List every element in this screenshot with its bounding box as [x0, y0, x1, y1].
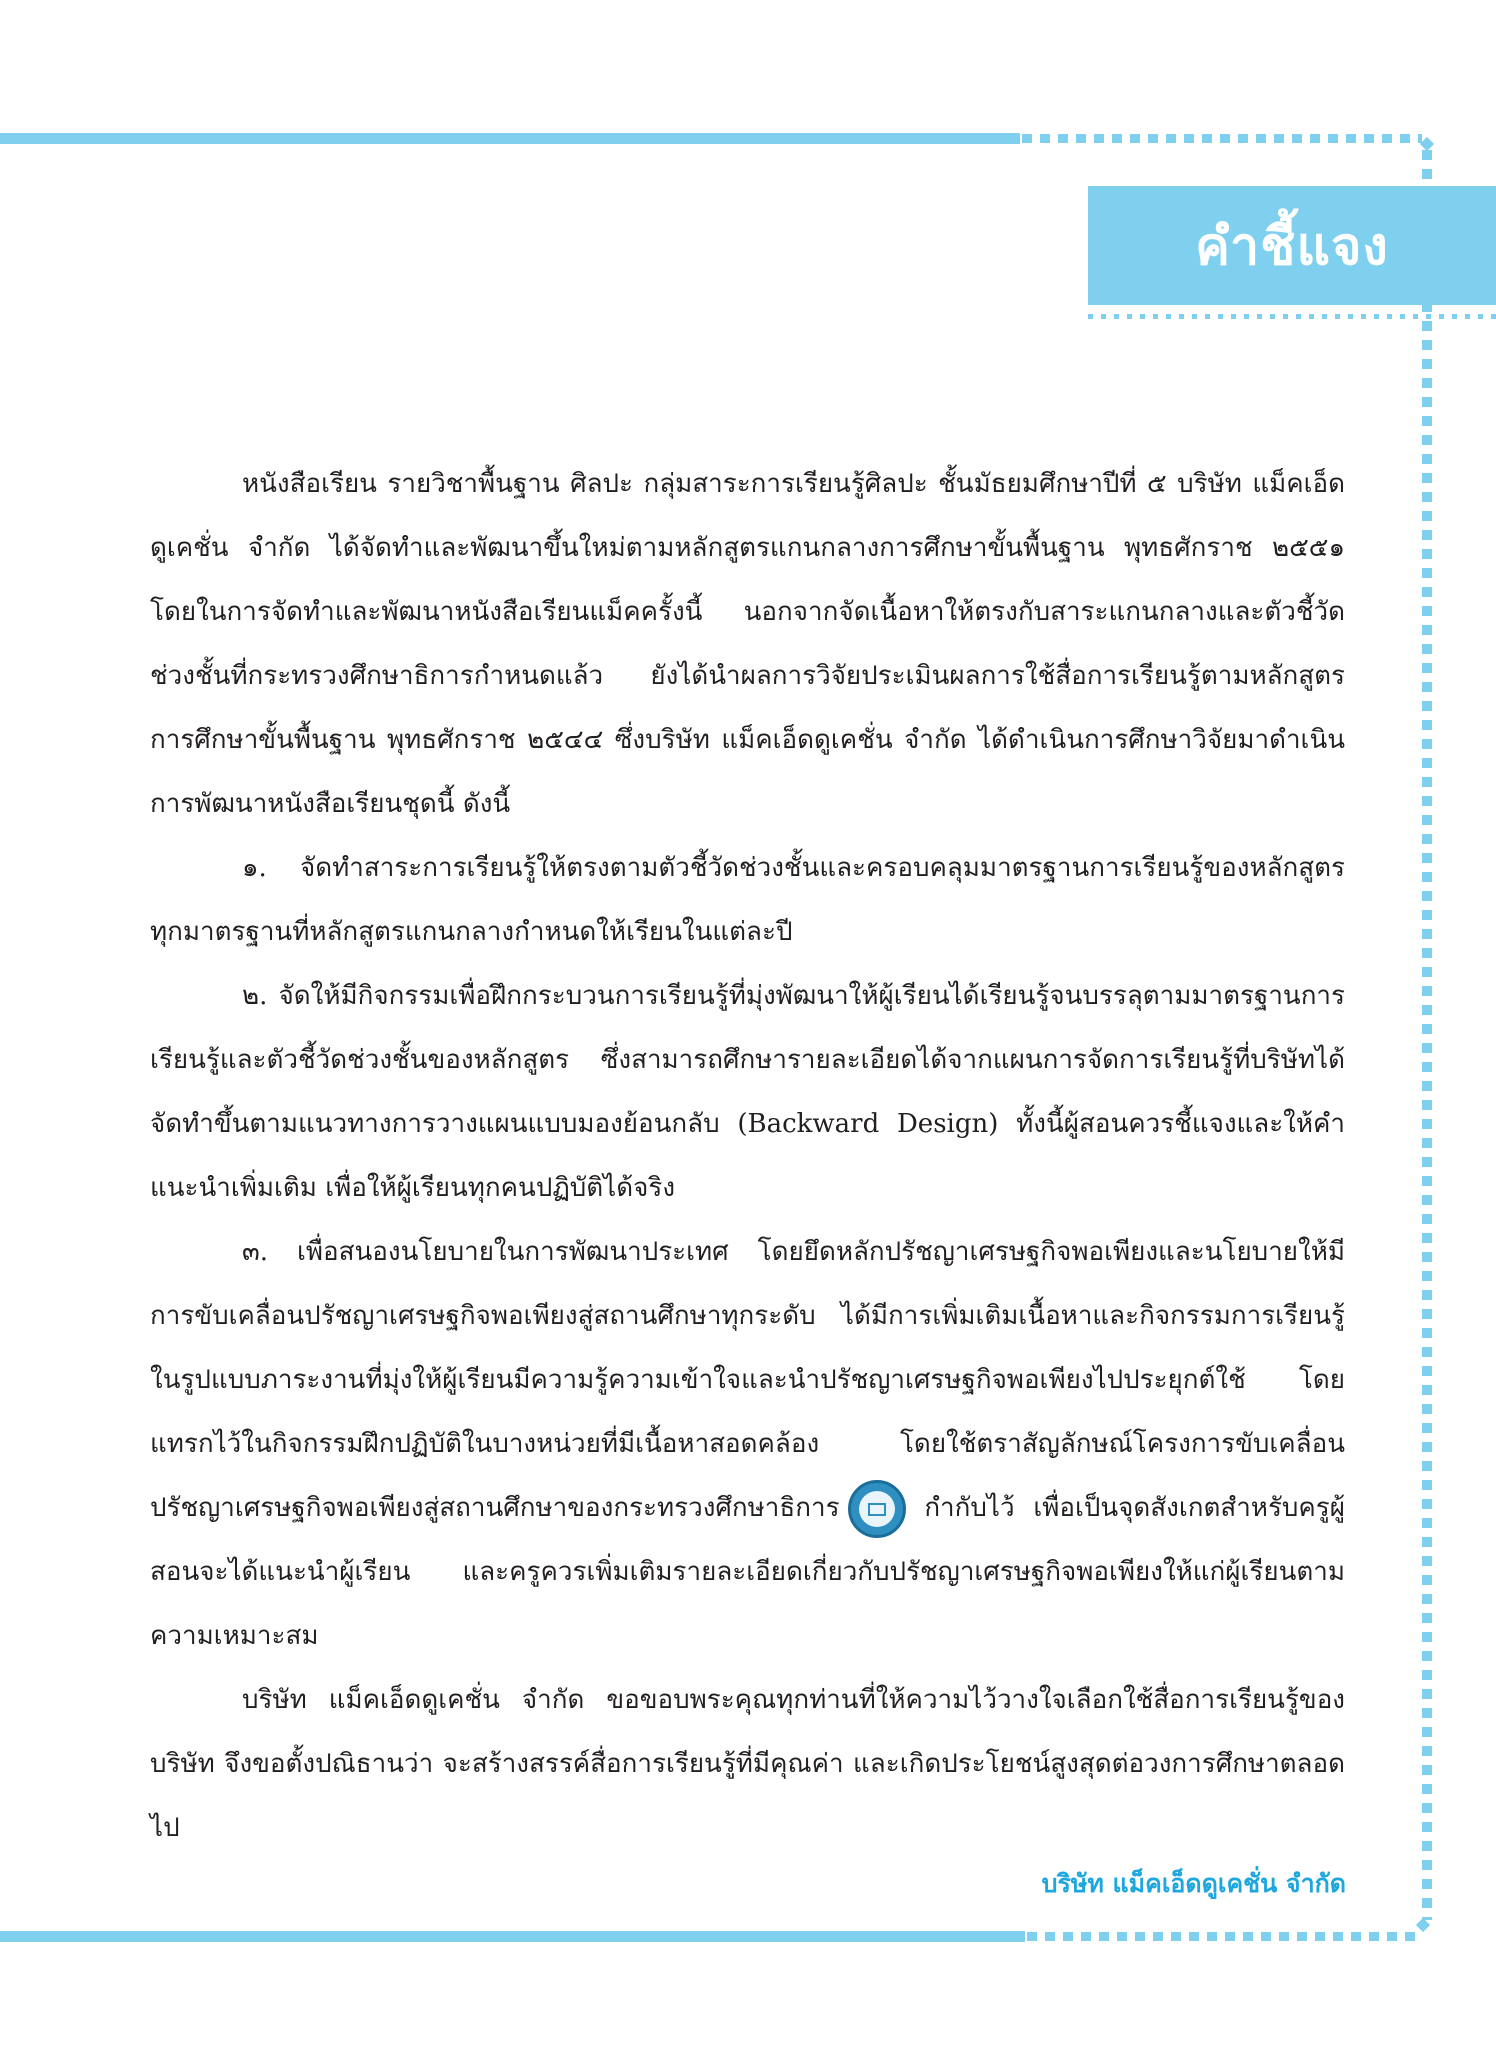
paragraph-closing: บริษัท แม็คเอ็ดดูเคชั่น จำกัด ขอขอบพระคุณทุกท่านที่ให้ความไว้วางใจเลือกใช้สื่อการเรียนรู้ของบริษัท จึงขอตั้งปณิธานว่า จะสร้างสรรค์สื่อการเรียนรู้ที่มีคุณค่า และเกิดประโยชน์สูงสุดต่อวงการศึกษาตลอดไป [150, 1685, 1345, 1843]
title-banner [1088, 186, 1496, 305]
paragraph-item-3 [150, 1220, 1345, 1668]
body-text [150, 452, 1345, 1860]
bottom-dotted-border [1027, 1932, 1417, 1941]
top-right-corner-dot [1420, 137, 1434, 151]
title-underline-dots [1088, 314, 1496, 319]
paragraph-item-3-text-a: ๓. เพื่อสนองนโยบายในการพัฒนาประเทศ โดยยึดหลักปรัชญาเศรษฐกิจพอเพียงและนโยบายให้มีการขับเคลื่อนปรัชญาเศรษฐกิจพอเพียงสู่สถานศึกษาทุกระดับ ได้มีการเพิ่มเติมเนื้อหาและกิจกรรมการเรียนรู้ในรูปแบบภาระงานที่มุ่งให้ผู้เรียนมีความรู้ความเข้าใจและนำปรัชญาเศรษฐกิจพอเพียงไปประยุกต์ใช้ โดยแทรกไว้ในกิจกรรมฝึกปฏิบัติในบางหน่วยที่มีเนื้อหาสอดคล้อง โดยใช้ตราสัญลักษณ์โครงการขับเคลื่อนปรัชญาเศรษฐกิจพอเพียงสู่สถานศึกษาของกระทรวงศึกษาธิการ [150, 1237, 1345, 1523]
paragraph-intro: หนังสือเรียน รายวิชาพื้นฐาน ศิลปะ กลุ่มสาระการเรียนรู้ศิลปะ ชั้นมัธยมศึกษาปีที่ ๕ บริษัท แม็คเอ็ดดูเคชั่น จำกัด ได้จัดทำและพัฒนาขึ้นใหม่ตามหลักสูตรแกนกลางการศึกษาขั้นพื้นฐาน พุทธศักราช ๒๕๕๑ โดยในการจัดทำและพัฒนาหนังสือเรียนแม็คครั้งนี้ นอกจากจัดเนื้อหาให้ตรงกับสาระแกนกลางและตัวชี้วัดช่วงชั้นที่กระทรวงศึกษาธิการกำหนดแล้ว ยังได้นำผลการวิจัยประเมินผลการใช้สื่อการเรียนรู้ตามหลักสูตรการศึกษาขั้นพื้นฐาน พุทธศักราช ๒๕๔๔ ซึ่งบริษัท แม็คเอ็ดดูเคชั่น จำกัด ได้ดำเนินการศึกษาวิจัยมาดำเนินการพัฒนาหนังสือเรียนชุดนี้ ดังนี้ [150, 469, 1345, 819]
bottom-right-corner-dot [1416, 1918, 1430, 1932]
paragraph-item-1: ๑. จัดทำสาระการเรียนรู้ให้ตรงตามตัวชี้วัดช่วงชั้นและครอบคลุมมาตรฐานการเรียนรู้ของหลักสูตรทุกมาตรฐานที่หลักสูตรแกนกลางกำหนดให้เรียนในแต่ละปี [150, 853, 1345, 947]
sufficiency-economy-emblem-icon [848, 1480, 906, 1538]
page-title: คำชี้แจง [1195, 217, 1389, 277]
top-dotted-border [1022, 134, 1422, 143]
right-dotted-border [1422, 150, 1432, 1920]
signature-company: บริษัท แม็คเอ็ดดูเคชั่น จำกัด [1041, 1869, 1346, 1898]
paragraph-item-3-text-b: กำกับไว้ เพื่อเป็นจุดสังเกตสำหรับครูผู้สอนจะได้แนะนำผู้เรียน และครูควรเพิ่มเติมรายละเอียดเกี่ยวกับปรัชญาเศรษฐกิจพอเพียงให้แก่ผู้เรียนตามความเหมาะสม [150, 1493, 1346, 1651]
paragraph-item-2: ๒. จัดให้มีกิจกรรมเพื่อฝึกกระบวนการเรียนรู้ที่มุ่งพัฒนาให้ผู้เรียนได้เรียนรู้จนบรรลุตามมาตรฐานการเรียนรู้และตัวชี้วัดช่วงชั้นของหลักสูตร ซึ่งสามารถศึกษารายละเอียดได้จากแผนการจัดการเรียนรู้ที่บริษัทได้จัดทำขึ้นตามแนวทางการวางแผนแบบมองย้อนกลับ (Backward Design) ทั้งนี้ผู้สอนควรชี้แจงและให้คำแนะนำเพิ่มเติม เพื่อให้ผู้เรียนทุกคนปฏิบัติได้จริง [150, 981, 1345, 1203]
bottom-border-bar [0, 1931, 1025, 1942]
top-border-bar [0, 133, 1020, 144]
